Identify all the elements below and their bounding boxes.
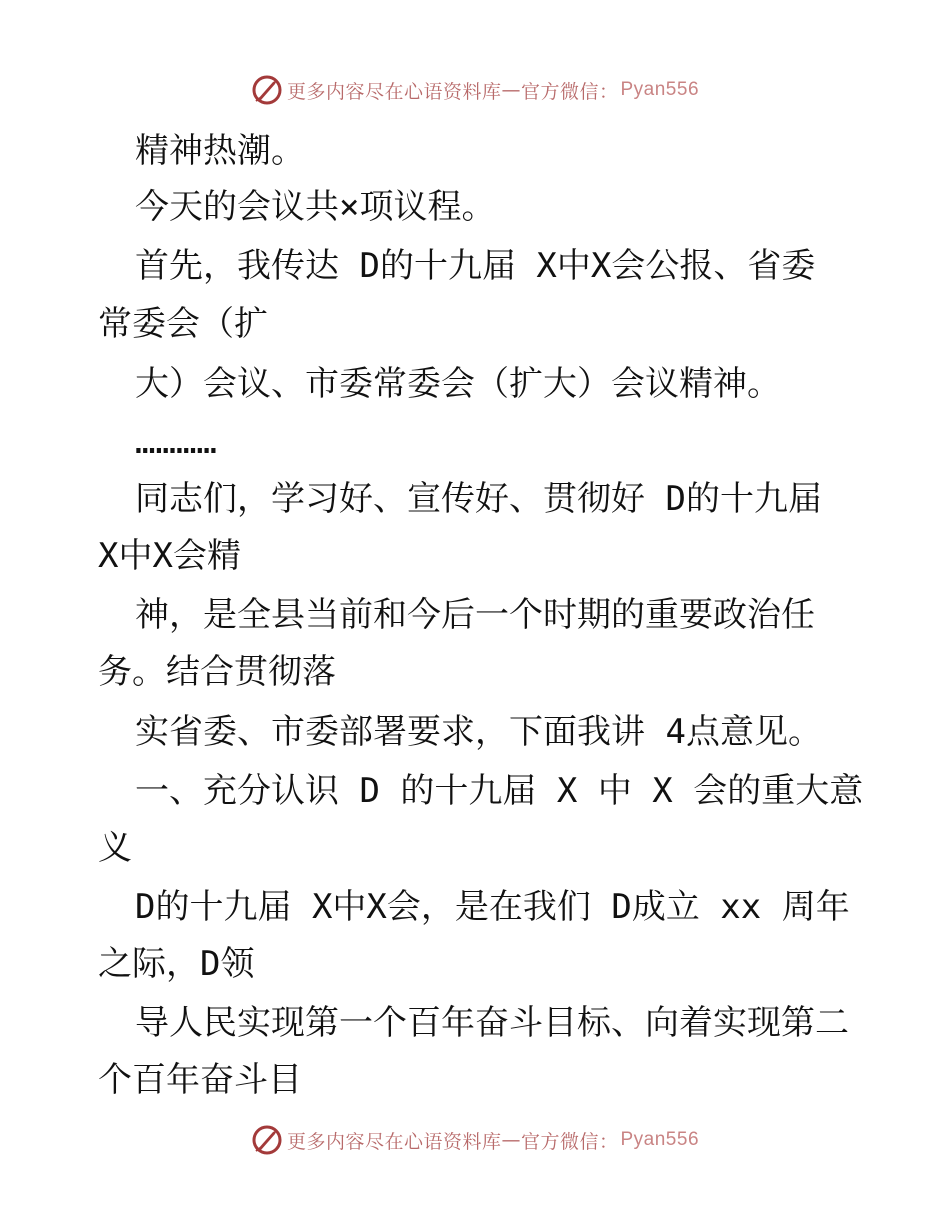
text-line: 务。结合贯彻落 <box>98 652 336 692</box>
text-line: 之际，D领 <box>98 944 255 984</box>
footer-banner <box>0 1122 950 1158</box>
footer-wechat-id: Pyan556 <box>620 1129 700 1150</box>
header-site-text: 更多内容尽在心语资料库 <box>286 80 502 103</box>
text-line: ………… <box>135 422 217 462</box>
header-separator: — <box>501 79 521 101</box>
text-line: 实省委、市委部署要求，下面我讲 4点意见。 <box>135 712 822 752</box>
footer-site-text: 更多内容尽在心语资料库 <box>286 1130 502 1153</box>
text-line: 大）会议、市委常委会（扩大）会议精神。 <box>135 364 781 404</box>
text-line: 今天的会议共×项议程。 <box>135 187 496 227</box>
header-wechat-label: 官方微信： <box>520 80 619 103</box>
header-wechat-id: Pyan556 <box>620 79 700 100</box>
text-line: D的十九届 X中X会，是在我们 D成立 xx 周年 <box>135 887 850 927</box>
text-line: 同志们，学习好、宣传好、贯彻好 D的十九届 <box>135 479 822 519</box>
text-line: 个百年奋斗目 <box>98 1060 302 1100</box>
text-line: 导人民实现第一个百年奋斗目标、向着实现第二 <box>135 1003 849 1043</box>
text-line: 精神热潮。 <box>135 131 305 171</box>
text-line: X中X会精 <box>98 536 241 576</box>
text-line: 神，是全县当前和今后一个时期的重要政治任 <box>135 595 815 635</box>
quill-logo-icon <box>251 74 283 106</box>
section-heading: 一、充分认识 D 的十九届 X 中 X 会的重大意 <box>135 771 864 811</box>
text-line: 常委会（扩 <box>98 304 268 344</box>
footer-wechat-label: 官方微信： <box>520 1130 619 1153</box>
section-heading-continued: 义 <box>98 828 132 868</box>
quill-logo-icon <box>251 1124 283 1156</box>
text-line: 首先，我传达 D的十九届 X中X会公报、省委 <box>135 246 816 286</box>
header-banner <box>0 72 950 108</box>
footer-separator: — <box>501 1129 521 1151</box>
